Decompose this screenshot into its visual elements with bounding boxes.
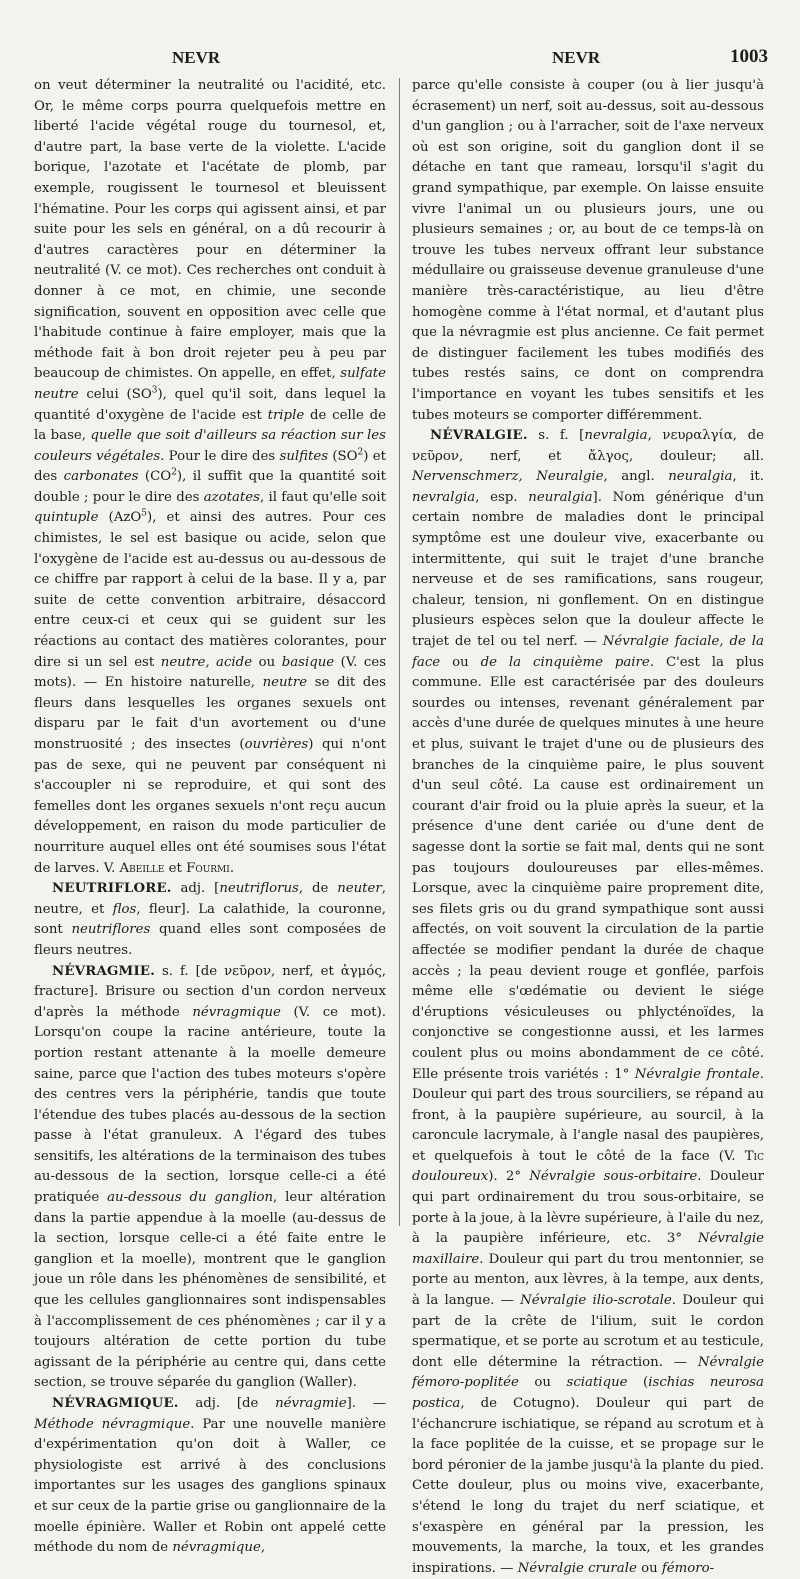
italic-term: neutriflores xyxy=(71,922,151,938)
superscript: 5 xyxy=(141,509,147,520)
text-run: . Douleur qui part des trous sourciliers, se répand au front, à la paupière supérieure, au sourcil, à la caroncule lacrymale, à l'angle nasal des paupières, et quelquefois à tout le côté de la face (V. xyxy=(412,1066,764,1164)
running-head-right: NEVR xyxy=(552,48,601,67)
headword: NÉVRAGMIQUE. xyxy=(52,1396,179,1411)
headword: NEUTRIFLORE. xyxy=(52,881,172,897)
italic-term: neutriflorus xyxy=(219,881,299,897)
italic-term: ischias neurosa postica xyxy=(412,1375,764,1411)
running-head-left: NEVR xyxy=(172,48,221,67)
text-run: ou xyxy=(440,654,481,670)
text-run: ou xyxy=(252,654,282,670)
italic-term: neutre, acide xyxy=(160,654,253,670)
italic-term: neuralgia xyxy=(668,469,733,485)
italic-term: fémoro- xyxy=(661,1560,715,1576)
headword: NÉVRAGMIE. xyxy=(52,963,156,979)
entry-neutriflore xyxy=(34,879,386,961)
italic-term: Névralgie ilio-scrotale xyxy=(520,1293,672,1309)
entry-nevragmie xyxy=(34,962,386,1394)
text-run: de celle de la base, xyxy=(34,407,386,444)
italic-term: névragmie xyxy=(275,1396,347,1411)
text-run: . Douleur qui part ordinairement du trou sous-orbitaire, se porte à la joue, à la lèvre supérieure, à l'aile du nez, à la paupière inférieure, etc. 3° xyxy=(412,1169,764,1247)
text-run: , fleur]. La calathide, la couronne, sont xyxy=(34,901,387,938)
italic-term: neuter xyxy=(337,881,382,897)
text-run: (SO xyxy=(328,448,358,464)
italic-term: carbonates xyxy=(63,469,139,485)
superscript: 2 xyxy=(357,447,364,458)
text-run: s. f. [ xyxy=(527,428,585,444)
cross-reference: Abeille xyxy=(119,860,165,876)
headword: NÉVRALGIE. xyxy=(430,428,528,444)
text-run: , leur altération dans la partie appendue à la moelle (au-dessus de la section, lorsque celle-ci a été faite entre le ganglion et la moelle), montrent que le ganglion joue un rôle dans les phénomènes de sensibilité, et que les cellules ganglionnaires sont indispensables à l'accomplissement de ces phénomènes ; car il y a toujours altération de cette portion du tube agissant de la périphérie au centre qui, dans cette section, se trouve séparée du ganglion (Waller). xyxy=(34,1190,386,1391)
text-run: ). 2° xyxy=(488,1169,530,1185)
italic-term: Nervenschmerz, Neuralgie xyxy=(412,469,604,485)
italic-term: azotates xyxy=(203,489,260,505)
text-run: parce qu'elle consiste à couper (ou à lier jusqu'à écrasement) un nerf, soit au-dessus, soit au-dessous d'un ganglion ; ou à l'arracher, soit de l'axe nerveux où est son origine, soit du ganglion dont il se détache en tant que rameau, lorsqu'il s'agit du grand sympathique, par exemple. On laisse ensuite vivre l'animal un ou plusieurs jours, une ou plusieurs semaines ; or, au bout de ce temps-là on trouve les tubes nerveux offrant leur substance médullaire ou graisseuse devenue granuleuse d'une manière très-caractéristique, au lieu d'être homogène comme à l'état normal, et d'autant plus que la névragmie est plus ancienne. Ce fait permet de distinguer facilement les tubes modifiés des tubes restés sains, ce dont on comprendra l'importance en voyant les tubes sensitifs et les tubes moteurs se comporter différemment. xyxy=(412,78,764,423)
text-run: , esp. xyxy=(475,489,529,505)
cross-reference: Fourmi xyxy=(186,860,230,876)
superscript: 3 xyxy=(151,385,158,396)
text-run: (V. ce mot). Lorsqu'on coupe la racine antérieure, toute la portion restant attenante à la moelle demeure saine, parce que l'action des tubes moteurs s'opère des centres vers la périphérie, tandis que toute l'étendue des tubes placés au-dessous de la section passe à l'état granuleux. A l'égard des tubes sensitifs, les altérations de la terminaison des tubes au-dessous de la section, lorsque celle-ci a été pratiquée xyxy=(34,1004,386,1206)
italic-term: douloureux xyxy=(412,1169,489,1185)
italic-term: Névralgie faciale, de la face xyxy=(412,634,764,670)
text-run: ) qui n'ont pas de sexe, qui ne peuvent par conséquent ni s'accoupler ni se reproduire, et qui sont des femelles dont les organes sexuels n'ont reçu aucun développement, en raison du mode particulier de nourriture auquel elles ont été soumises sous l'état de larves. V. xyxy=(34,737,386,876)
text-run: ), et ainsi des autres. Pour ces chimistes, le sel est basique ou acide, selon que l'oxygène de l'acide est au-dessus ou au-dessous de ce chiffre par rapport à celui de la base. Il y a, par suite de cette convention arbitraire, désaccord entre ceux-ci et ceux qui se guident sur les réactions au contact des matières colorantes, pour dire si un sel est xyxy=(34,510,386,670)
text-run: , angl. xyxy=(603,469,669,485)
text-run: . Douleur qui part du trou mentonnier, se porte au menton, aux lèvres, à la tempe, aux dents, à la langue. — xyxy=(412,1251,764,1309)
text-run: , it. xyxy=(732,469,764,485)
cross-reference: Tic xyxy=(744,1148,764,1164)
italic-term: Névralgie crurale xyxy=(517,1560,637,1576)
text-run: ]. — xyxy=(346,1396,386,1411)
right-column xyxy=(412,76,764,1579)
text-run: adj. [ xyxy=(171,881,220,897)
text-run: s. f. [de νεῦρον, nerf, et ἀγμός, fracture]. Brisure ou section d'un cordon nerveux d'après la méthode xyxy=(34,963,386,1020)
italic-term: névragmique xyxy=(192,1004,281,1020)
text-run: ), quel qu'il soit, dans lequel la quantité d'oxygène de l'acide est xyxy=(34,386,386,423)
text-run: adj. [de xyxy=(178,1396,276,1411)
text-run: . Par une nouvelle manière d'expérimentation qu'on doit à Waller, ce physiologiste est arrivé à des conclusions importantes sur les usages des ganglions spinaux et sur ceux de la partie grise ou ganglionnaire de la moelle épinière. Waller et Robin ont appelé cette méthode du nom de xyxy=(34,1416,386,1556)
text-run: se dit des fleurs dans lesquelles les organes sexuels ont disparu par le fait d'un avortement ou d'une monstruosité ; des insectes ( xyxy=(34,675,387,752)
italic-term: neutre xyxy=(262,675,308,691)
text-run: , neutre, et xyxy=(34,881,386,917)
italic-term: Névralgie frontale xyxy=(634,1066,760,1082)
italic-term: ouvrières xyxy=(244,737,309,752)
text-run: . Pour le dire des xyxy=(160,448,280,464)
italic-term: flos xyxy=(112,901,137,917)
italic-term: de la cinquième paire xyxy=(480,654,650,670)
text-run: ]. Nom générique d'un certain nombre de maladies dont le principal symptôme est une douleur vive, exacerbante ou intermittente, qui suit le trajet d'une branche nerveuse et de ses ramifications, sans rougeur, chaleur, tension, ni gonflement. On en distingue plusieurs espèces selon que la douleur affecte le trajet de tel ou tel nerf. — xyxy=(412,489,764,650)
left-column xyxy=(34,76,386,1559)
running-head xyxy=(0,48,800,72)
text-run: celui (SO xyxy=(78,386,152,402)
text-run: ), il suffit que la quantité soit double ; pour le dire des xyxy=(34,469,386,505)
italic-term: Méthode névragmique xyxy=(34,1416,191,1432)
text-run: , il faut qu'elle soit xyxy=(259,489,387,505)
italic-term: névragmique xyxy=(172,1540,261,1556)
italic-term: sciatique xyxy=(566,1375,628,1391)
italic-term: triple xyxy=(267,407,305,423)
italic-term: sulfites xyxy=(279,448,329,464)
text-run: , νευραλγία, de νεῦρον, nerf, et ἄλγος, douleur; all. xyxy=(412,428,765,464)
italic-term: Névralgie fémoro-poplitée xyxy=(412,1354,764,1391)
superscript: 2 xyxy=(171,467,177,478)
text-run: ) et des xyxy=(34,448,386,485)
text-run: ou xyxy=(636,1560,662,1576)
text-run: on veut déterminer la neutralité ou l'acidité, etc. Or, le même corps pourra quelquefois mettre en liberté l'acide végétal rouge du tournesol, et, d'autre part, la base verte de la violette. L'acide borique, l'azotate et l'acétate de plomb, par exemple, rougissent le tournesol et bleuissent l'hématine. Pour les corps qui agissent ainsi, et par suite pour les sels en général, on a dû recourir à d'autres caractères pour en déterminer la neutralité (V. ce mot). Ces recherches ont conduit à donner à ce mot, en chimie, une seconde signification, souvent en opposition avec celle que l'habitude continue à faire employer, mais que la méthode fait à bon droit rejeter peu à peu par beaucoup de chimistes. On appelle, en effet, xyxy=(34,78,386,382)
text-run: . xyxy=(229,860,235,876)
text-run: quand elles sont composées de fleurs neutres. xyxy=(34,922,386,958)
text-run: , de xyxy=(298,881,338,897)
italic-term: quelle que soit d'ailleurs sa réaction sur les couleurs végétales xyxy=(34,428,386,464)
entry-nevragmique xyxy=(34,1394,386,1559)
italic-term: basique xyxy=(281,654,335,670)
entry-nevralgie xyxy=(412,426,764,1579)
text-run: ( xyxy=(627,1375,649,1391)
italic-term: quintuple xyxy=(34,510,99,526)
italic-term: nevralgia xyxy=(412,489,476,505)
page-number: 1003 xyxy=(730,46,768,67)
text-run: , xyxy=(260,1540,266,1556)
text-run: ou xyxy=(518,1375,567,1391)
italic-term: Névralgie sous-orbitaire xyxy=(529,1169,698,1185)
entry-nevragmique-continuation xyxy=(412,76,764,426)
column-divider xyxy=(399,78,400,1226)
italic-term: au-dessous du ganglion xyxy=(107,1190,274,1206)
italic-term: neuralgia xyxy=(528,489,593,505)
text-run: (V. ces mots). — En histoire naturelle, xyxy=(34,654,387,691)
entry-neutre-continuation xyxy=(34,76,386,879)
text-run: . C'est la plus commune. Elle est caractérisée par des douleurs sourdes ou intenses, revenant généralement par accès d'une durée de quelques minutes à une heure et plus, suivant le trajet d'une ou de plusieurs des branches de la cinquième paire, le plus souvent d'un seul côté. La cause est ordinairement un courant d'air froid ou la pluie après la sueur, et la présence d'une dent cariée ou d'une dent de sagesse dont la sortie se fait mal, dents qui ne sont pas toujours douloureuses par elles-mêmes. Lorsque, avec la cinquième paire proprement dite, ses filets gris ou du grand sympathique sont aussi affectés, on voit souvent la circulation de la partie affectée se modifier pendant la durée de chaque accès ; la peau devient rouge et gonflée, parfois même elle s'œdématie ou devient le siége d'éruptions vésiculeuses ou phlycténoïdes, la conjonctive se congestionne aussi, et les larmes coulent plus ou moins abondamment de ce côté. Elle présente trois variétés : 1° xyxy=(412,654,764,1082)
text-run: (CO xyxy=(138,469,172,485)
text-run: (AzO xyxy=(98,510,142,526)
italic-term: nevralgia xyxy=(584,428,648,444)
text-run: , de Cotugno). Douleur qui part de l'échancrure ischiatique, se répand au scrotum et à la face poplitée de la cuisse, et se propage sur le bord péronier de la jambe jusqu'à la plante du pied. Cette douleur, plus ou moins vive, exacerbante, s'étend le long du trajet du nerf sciatique, et s'exaspère en général par la pression, les mouvements, la marche, la toux, et les grandes inspirations. — xyxy=(412,1396,764,1576)
text-run: et xyxy=(164,860,187,876)
text-run: . Douleur qui part de la crête de l'ilium, suit le cordon spermatique, et se porte au scrotum et au testicule, dont elle détermine la rétraction. — xyxy=(412,1293,764,1370)
italic-term: sulfate neutre xyxy=(34,366,386,402)
italic-term: Névralgie maxillaire xyxy=(412,1231,764,1267)
